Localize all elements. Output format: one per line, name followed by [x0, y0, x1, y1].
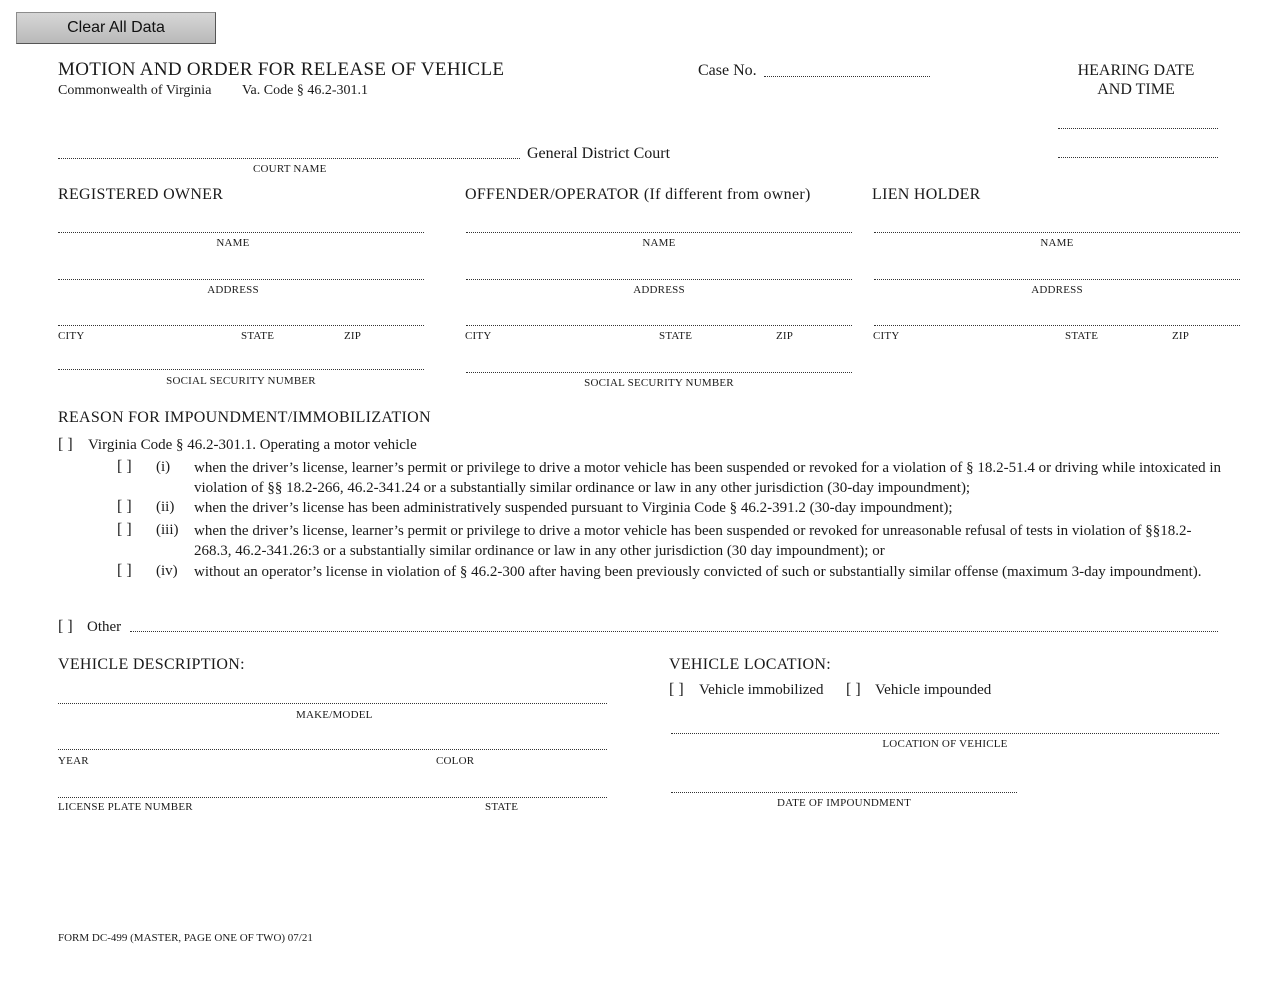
- clear-all-data-button[interactable]: Clear All Data: [16, 12, 216, 44]
- immobilized-label: Vehicle immobilized: [699, 682, 824, 698]
- lien-address-line: [874, 279, 1240, 280]
- impounded-checkbox[interactable]: [ ]: [846, 681, 861, 698]
- make-model-caption: MAKE/MODEL: [296, 709, 373, 721]
- reason-heading: REASON FOR IMPOUNDMENT/IMMOBILIZATION: [58, 409, 431, 426]
- reason-iv-checkbox[interactable]: [ ]: [117, 562, 132, 579]
- lien-name-caption: NAME: [1040, 237, 1074, 249]
- owner-city-line: [58, 325, 424, 326]
- hearing-time-field[interactable]: [1058, 141, 1218, 157]
- reason-other-checkbox[interactable]: [ ]: [58, 618, 73, 635]
- reason-other-field[interactable]: [130, 615, 1218, 631]
- impound-date-field[interactable]: [671, 776, 1017, 792]
- reason-iii-checkbox[interactable]: [ ]: [117, 521, 132, 538]
- make-model-field[interactable]: [58, 687, 607, 703]
- reason-main-label: Virginia Code § 46.2-301.1. Operating a motor vehicle: [88, 437, 417, 453]
- operator-name-field[interactable]: [466, 216, 852, 232]
- reason-other-line: [130, 631, 1218, 632]
- immobilized-checkbox[interactable]: [ ]: [669, 681, 684, 698]
- location-line: [671, 733, 1219, 734]
- owner-name-caption: NAME: [216, 237, 250, 249]
- reason-other-label: Other: [87, 619, 122, 635]
- color-caption: COLOR: [436, 755, 475, 767]
- reason-i-number: (i): [156, 459, 171, 475]
- reason-iii-text: when the driver’s license, learner’s permit or privilege to drive a motor vehicle has been suspended or revoked for unreasonable refusal of tests in violation of §§18.2-268.3, 46.2-341.26:3 or a substantially similar ordinance or law in any other jurisdiction (30 day impoundment); or: [194, 523, 1192, 559]
- operator-ssn-caption: SOCIAL SECURITY NUMBER: [584, 377, 734, 389]
- lien-state-caption: STATE: [1065, 330, 1099, 342]
- case-number-line: [764, 76, 930, 77]
- lien-address-caption: ADDRESS: [1031, 284, 1083, 296]
- lien-name-field[interactable]: [874, 216, 1240, 232]
- lien-zip-caption: ZIP: [1172, 330, 1190, 342]
- operator-city-line: [466, 325, 852, 326]
- operator-zip-caption: ZIP: [776, 330, 794, 342]
- lien-address-field[interactable]: [874, 263, 1240, 279]
- owner-ssn-field[interactable]: [58, 353, 424, 369]
- subtitle-state: Commonwealth of Virginia: [58, 83, 212, 98]
- operator-ssn-field[interactable]: [466, 356, 852, 372]
- court-name-field[interactable]: [58, 142, 520, 158]
- hearing-date-label-line2: AND TIME: [1097, 81, 1175, 98]
- owner-address-line: [58, 279, 424, 280]
- make-model-line: [58, 703, 607, 704]
- owner-state-caption: STATE: [241, 330, 275, 342]
- operator-city-state-zip-field[interactable]: [466, 309, 852, 325]
- vehicle-description-heading: VEHICLE DESCRIPTION:: [58, 656, 245, 673]
- reason-iii-number: (iii): [156, 522, 179, 538]
- plate-caption: LICENSE PLATE NUMBER: [58, 801, 193, 813]
- location-field[interactable]: [671, 717, 1219, 733]
- plate-line: [58, 797, 607, 798]
- hearing-time-line: [1058, 157, 1218, 158]
- owner-city-caption: CITY: [58, 330, 85, 342]
- operator-state-caption: STATE: [659, 330, 693, 342]
- lien-city-caption: CITY: [873, 330, 900, 342]
- owner-ssn-caption: SOCIAL SECURITY NUMBER: [166, 375, 316, 387]
- hearing-date-line: [1058, 128, 1218, 129]
- court-name-line: [58, 158, 520, 159]
- subtitle-code: Va. Code § 46.2-301.1: [242, 83, 368, 98]
- operator-city-caption: CITY: [465, 330, 492, 342]
- vehicle-location-heading: VEHICLE LOCATION:: [669, 656, 831, 673]
- hearing-date-label-line1: HEARING DATE: [1077, 62, 1195, 79]
- impound-date-line: [671, 792, 1017, 793]
- impounded-label: Vehicle impounded: [875, 682, 992, 698]
- form-id: FORM DC-499 (MASTER, PAGE ONE OF TWO) 07/21: [58, 932, 313, 944]
- operator-address-field[interactable]: [466, 263, 852, 279]
- operator-heading: OFFENDER/OPERATOR (If different from owner): [465, 186, 811, 203]
- operator-ssn-line: [466, 372, 852, 373]
- reason-ii-checkbox[interactable]: [ ]: [117, 498, 132, 515]
- owner-name-line: [58, 232, 424, 233]
- reason-main-checkbox[interactable]: [ ]: [58, 436, 73, 453]
- lien-city-state-zip-field[interactable]: [874, 309, 1240, 325]
- location-caption: LOCATION OF VEHICLE: [882, 738, 1008, 750]
- year-color-line: [58, 749, 607, 750]
- lien-name-line: [874, 232, 1240, 233]
- impound-date-caption: DATE OF IMPOUNDMENT: [777, 797, 911, 809]
- registered-owner-heading: REGISTERED OWNER: [58, 186, 224, 203]
- case-number-label: Case No.: [698, 62, 757, 79]
- reason-i-checkbox[interactable]: [ ]: [117, 458, 132, 475]
- lien-city-line: [874, 325, 1240, 326]
- owner-name-field[interactable]: [58, 216, 424, 232]
- owner-ssn-line: [58, 369, 424, 370]
- lien-holder-heading: LIEN HOLDER: [872, 186, 981, 203]
- owner-city-state-zip-field[interactable]: [58, 309, 424, 325]
- reason-ii-text: when the driver’s license has been administratively suspended pursuant to Virginia Code § 46.2-391.2 (30-day impoundment);: [194, 500, 953, 516]
- owner-address-caption: ADDRESS: [207, 284, 259, 296]
- owner-address-field[interactable]: [58, 263, 424, 279]
- hearing-date-field[interactable]: [1058, 112, 1218, 128]
- reason-ii-number: (ii): [156, 499, 175, 515]
- year-caption: YEAR: [58, 755, 89, 767]
- court-suffix: General District Court: [527, 145, 671, 162]
- reason-iv-number: (iv): [156, 563, 178, 579]
- plate-state-caption: STATE: [485, 801, 519, 813]
- case-number-field[interactable]: [764, 60, 930, 76]
- operator-name-caption: NAME: [642, 237, 676, 249]
- operator-address-line: [466, 279, 852, 280]
- form-title: MOTION AND ORDER FOR RELEASE OF VEHICLE: [58, 59, 505, 80]
- reason-i-text: when the driver’s license, learner’s permit or privilege to drive a motor vehicle has been suspended or revoked for a violation of § 18.2-51.4 or driving while intoxicated in violation of §§ 18.2-266, 46.2-341.24 or a substantially similar ordinance or law in any other jurisdiction (30-day impoundment);: [194, 460, 1222, 496]
- court-name-caption: COURT NAME: [253, 163, 327, 175]
- year-color-field[interactable]: [58, 733, 607, 749]
- plate-state-field[interactable]: [58, 781, 607, 797]
- operator-address-caption: ADDRESS: [633, 284, 685, 296]
- owner-zip-caption: ZIP: [344, 330, 362, 342]
- operator-name-line: [466, 232, 852, 233]
- reason-iv-text: without an operator’s license in violation of § 46.2-300 after having been previously convicted of such or substantially similar offense (maximum 3-day impoundment).: [194, 564, 1202, 580]
